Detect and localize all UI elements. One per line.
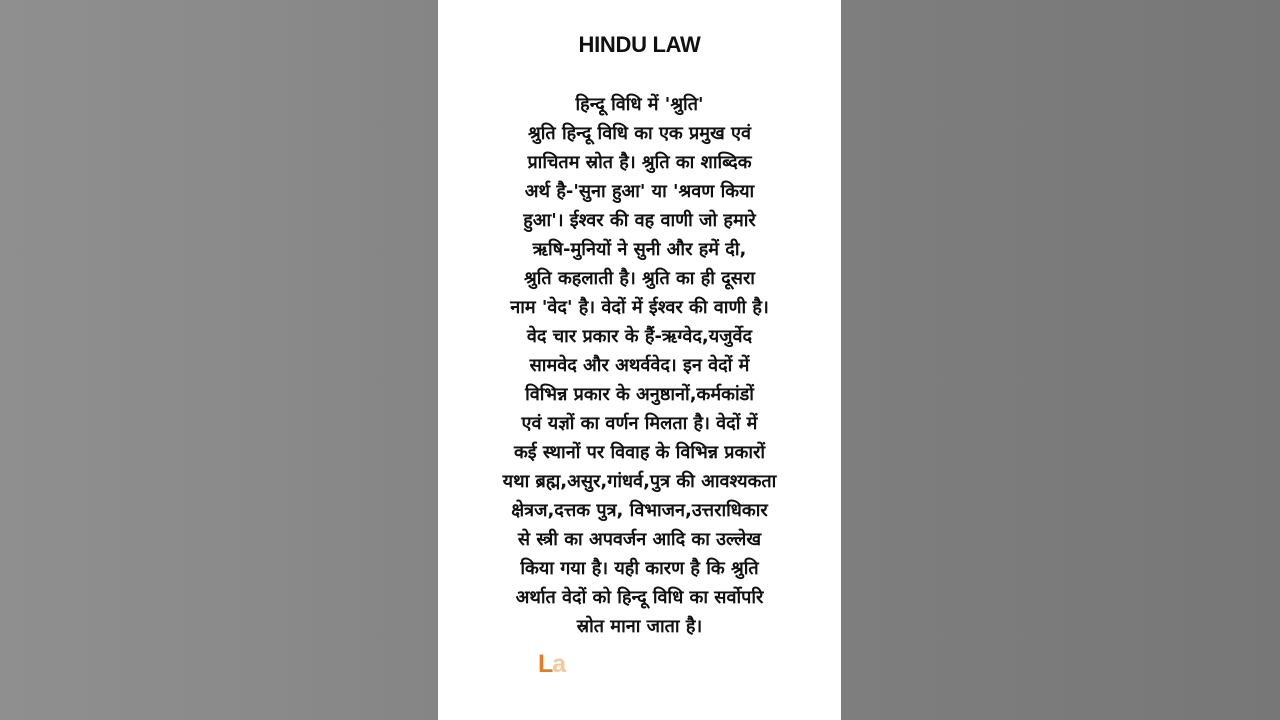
- blurred-background-left: [0, 0, 438, 720]
- document-page: [438, 0, 841, 720]
- text-line: यथा ब्रह्म,असुर,गांधर्व,पुत्र की आवश्यकता: [502, 471, 777, 492]
- text-line: विभिन्न प्रकार के अनुष्ठानों,कर्मकांडों: [525, 384, 754, 405]
- text-line: अर्थ है-'सुना हुआ' या 'श्रवण किया: [524, 181, 755, 202]
- body-text: [452, 90, 827, 641]
- text-line: श्रुति हिन्दू विधि का एक प्रमुख एवं: [528, 123, 751, 144]
- text-line: क्षेत्रज,दत्तक पुत्र, विभाजन,उत्तराधिकार: [511, 500, 768, 521]
- text-line: नाम 'वेद' है। वेदों में ईश्वर की वाणी है।: [510, 297, 769, 318]
- text-line: स्रोत माना जाता है।: [576, 616, 703, 637]
- text-line: वेद चार प्रकार के हैं-ऋग्वेद,यजुर्वेद: [526, 326, 753, 347]
- text-line: सामवेद और अथर्ववेद। इन वेदों में: [529, 355, 750, 376]
- watermark-letter-a: a: [552, 650, 566, 678]
- text-line: से स्त्री का अपवर्जन आदि का उल्लेख: [517, 529, 762, 550]
- text-line: किया गया है। यही कारण है कि श्रुति: [520, 558, 759, 579]
- text-line: ऋषि-मुनियों ने सुनी और हमें दी,: [532, 239, 747, 260]
- text-line: हुआ'। ईश्वर की वह वाणी जो हमारे: [523, 210, 756, 231]
- text-line: प्राचितम स्रोत है। श्रुति का शाब्दिक: [527, 152, 752, 173]
- text-line: हिन्दू विधि में 'श्रुति': [575, 94, 704, 115]
- text-line: श्रुति कहलाती है। श्रुति का ही दूसरा: [524, 268, 755, 289]
- page-title: HINDU LAW: [578, 32, 701, 57]
- watermark-letter-l: L: [538, 650, 553, 678]
- text-line: अर्थात वेदों को हिन्दू विधि का सर्वोपरि: [515, 587, 764, 608]
- text-line: एवं यज्ञों का वर्णन मिलता है। वेदों में: [521, 413, 758, 434]
- blurred-background-right: [841, 0, 1280, 720]
- watermark-logo: [538, 650, 565, 679]
- text-line: कई स्थानों पर विवाह के विभिन्न प्रकारों: [513, 442, 766, 463]
